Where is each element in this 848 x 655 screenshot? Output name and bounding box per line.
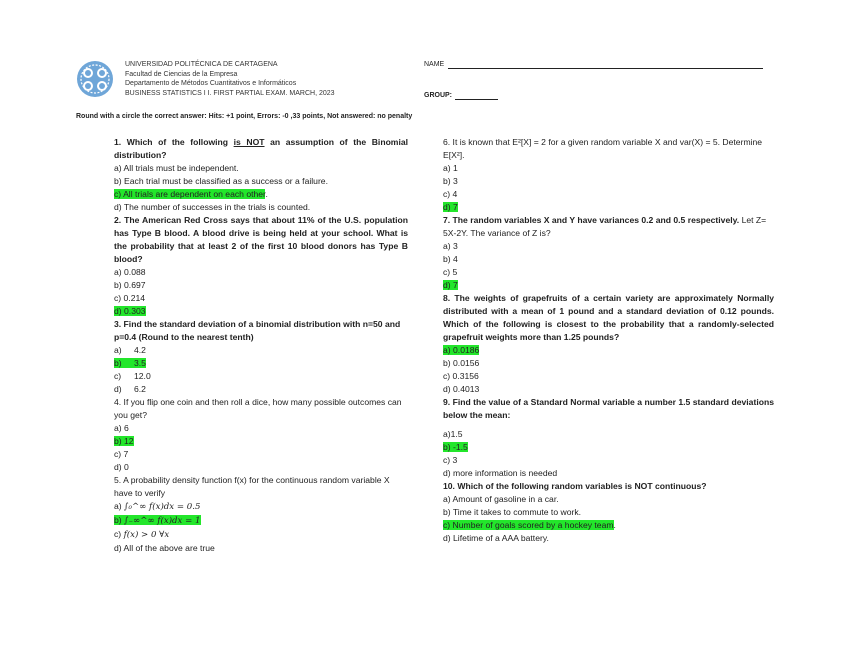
q2-option-d[interactable]: d) 0.303 xyxy=(114,306,146,316)
question-4: 4. If you flip one coin and then roll a dice, how many possible outcomes can you get? xyxy=(114,397,402,420)
q1-option-c[interactable]: c) All trials are dependent on each other. xyxy=(114,189,268,199)
q3-option-c[interactable]: c) 12.0 xyxy=(114,371,151,381)
question-6: 6. It is known that E²[X] = 2 for a given random variable X and var(X) = 5. Determine E[X²]. xyxy=(443,137,763,160)
question-8: 8. The weights of grapefruits of a certain variety are approximately Normally distributed with a mean of 1 pound and a standard deviation of 0.12 pounds. Which of the following is closest to the probability that a randomly-selected grapefruit weights more than 1.25 pounds? xyxy=(443,293,774,342)
q7-option-c[interactable]: c) 5 xyxy=(443,267,458,277)
left-column xyxy=(114,136,408,555)
q6-option-b[interactable]: b) 3 xyxy=(443,176,458,186)
q9-option-d[interactable]: d) more information is needed xyxy=(443,468,558,478)
q7-option-b[interactable]: b) 4 xyxy=(443,254,458,264)
q3-option-b[interactable]: b) 3.5 xyxy=(114,358,146,368)
q4-option-c[interactable]: c) 7 xyxy=(114,449,129,459)
q10-option-c[interactable]: c) Number of goals scored by a hockey team. xyxy=(443,520,616,530)
q4-option-a[interactable]: a) 6 xyxy=(114,423,129,433)
q10-option-d[interactable]: d) Lifetime of a AAA battery. xyxy=(443,533,549,543)
q2-option-b[interactable]: b) 0.697 xyxy=(114,280,146,290)
group-label: GROUP: xyxy=(424,92,452,99)
faculty-name: Facultad de Ciencias de la Empresa xyxy=(125,70,238,78)
q5-option-d[interactable]: d) All of the above are true xyxy=(114,543,215,553)
q2-option-c[interactable]: c) 0.214 xyxy=(114,293,146,303)
q5-option-b[interactable]: b) ∫₋∞^∞ f(x)dx = 1 xyxy=(114,515,201,526)
q5-option-a[interactable]: a) ∫₀^∞ f(x)dx = 0.5 xyxy=(114,501,201,512)
q3-option-d[interactable]: d) 6.2 xyxy=(114,384,146,394)
question-3: 3. Find the standard deviation of a binomial distribution with n=50 and p=0.4 (Round to the nearest tenth) xyxy=(114,319,401,342)
q1-option-b[interactable]: b) Each trial must be classified as a success or a failure. xyxy=(114,176,328,186)
q5-option-c[interactable]: c) f(x) > 0 ∀x xyxy=(114,529,170,540)
question-2: 2. The American Red Cross says that about 11% of the U.S. population has Type B blood. A blood drive is being held at your school. What is the probability that at least 2 of the first 10 blood donors has Type B blood? xyxy=(114,215,408,264)
question-1: 1. Which of the following is NOT an assumption of the Binomial distribution? xyxy=(114,137,409,160)
question-10: 10. Which of the following random variables is NOT continuous? xyxy=(443,481,707,491)
q10-option-b[interactable]: b) Time it takes to commute to work. xyxy=(443,507,582,517)
question-9: 9. Find the value of a Standard Normal variable a number 1.5 standard deviations below the mean: xyxy=(443,397,774,420)
university-logo xyxy=(76,60,114,98)
q1-option-d[interactable]: d) The number of successes in the trials is counted. xyxy=(114,202,311,212)
q4-option-d[interactable]: d) 0 xyxy=(114,462,129,472)
q7-option-a[interactable]: a) 3 xyxy=(443,241,458,251)
question-7: 7. The random variables X and Y have variances 0.2 and 0.5 respectively. Let Z= 5X-2Y. The variance of Z is? xyxy=(443,215,767,238)
university-name: UNIVERSIDAD POLITÉCNICA DE CARTAGENA xyxy=(125,61,278,68)
question-5: 5. A probability density function f(x) for the continuous random variable X have to verify xyxy=(114,475,390,498)
exam-title: BUSINESS STATISTICS I I. FIRST PARTIAL EXAM. MARCH, 2023 xyxy=(125,89,335,97)
q6-option-d[interactable]: d) 7 xyxy=(443,202,458,212)
name-field[interactable] xyxy=(448,68,763,69)
q9-option-c[interactable]: c) 3 xyxy=(443,455,458,465)
right-column xyxy=(443,136,774,545)
q8-option-b[interactable]: b) 0.0156 xyxy=(443,358,480,368)
header-block xyxy=(125,60,335,98)
name-label: NAME xyxy=(424,61,445,68)
q4-option-b[interactable]: b) 12 xyxy=(114,436,134,446)
instructions: Round with a circle the correct answer: Hits: +1 point, Errors: -0 ,33 points, Not answered: no penalty xyxy=(76,113,413,120)
q6-option-c[interactable]: c) 4 xyxy=(443,189,458,199)
q10-option-a[interactable]: a) Amount of gasoline in a car. xyxy=(443,494,559,504)
q9-option-a[interactable]: a)1.5 xyxy=(443,429,463,439)
q1-option-a[interactable]: a) All trials must be independent. xyxy=(114,163,239,173)
q8-option-a[interactable]: a) 0.0186 xyxy=(443,345,480,355)
q8-option-c[interactable]: c) 0.3156 xyxy=(443,371,479,381)
q8-option-d[interactable]: d) 0.4013 xyxy=(443,384,480,394)
q9-option-b[interactable]: b) -1.5 xyxy=(443,442,468,452)
q2-option-a[interactable]: a) 0.088 xyxy=(114,267,146,277)
q3-option-a[interactable]: a) 4.2 xyxy=(114,345,146,355)
q6-option-a[interactable]: a) 1 xyxy=(443,163,458,173)
department-name: Departamento de Métodos Cuantitativos e Informáticos xyxy=(125,80,297,87)
group-field[interactable] xyxy=(455,99,498,100)
q7-option-d[interactable]: d) 7 xyxy=(443,280,458,290)
